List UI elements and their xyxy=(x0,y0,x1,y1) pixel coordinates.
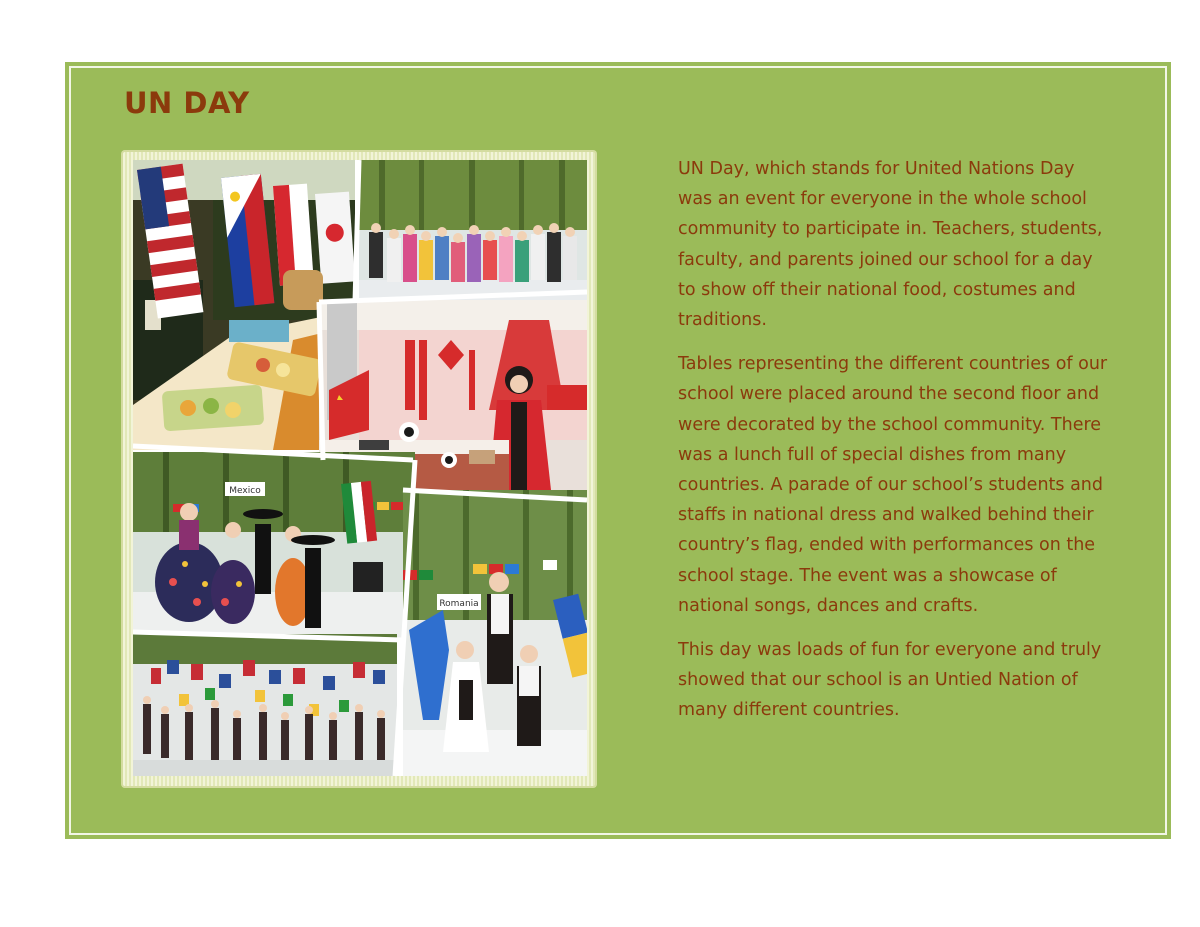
romania-sign: Romania xyxy=(439,599,479,609)
paragraph-intro: UN Day, which stands for United Nations Day was an event for everyone in the whole school community to participate in. Teachers, students, faculty, and parents joined our school for a day to show off their national food, costumes and traditions. xyxy=(678,159,1103,331)
content-panel xyxy=(65,62,1171,839)
photo-collage-frame xyxy=(121,150,597,788)
collage-seams xyxy=(133,160,587,776)
photo-collage xyxy=(133,160,587,776)
page-title: UN DAY xyxy=(124,86,250,120)
paragraph-conclusion: This day was loads of fun for everyone and truly showed that our school is an Untied Nation of many different countries. xyxy=(678,640,1102,721)
article-text xyxy=(678,154,1108,740)
mexico-sign: Mexico xyxy=(229,486,261,496)
paragraph-tables-parade: Tables representing the different countries of our school were placed around the second floor and were decorated by the school community. There was a lunch full of special dishes from many countries. A parade of our school’s students and staffs in national dress and walked behind their country’s flag, ended with performances on the school stage. The event was a showcase of national songs, dances and crafts. xyxy=(678,354,1108,616)
